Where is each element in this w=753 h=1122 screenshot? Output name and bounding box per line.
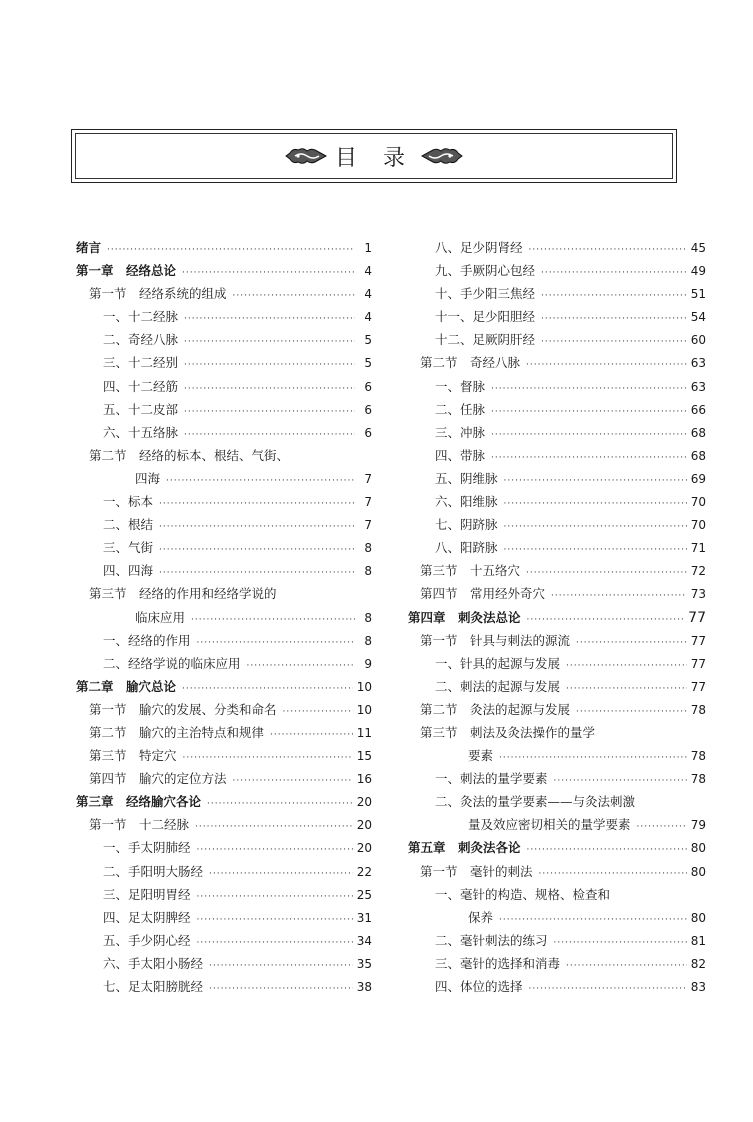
dot-leader [504,539,687,562]
dot-leader [184,378,355,401]
toc-entry [76,883,372,906]
dot-leader [504,493,687,516]
toc-entry [76,929,372,952]
toc-entry-page: 66 [690,402,706,417]
toc-entry-page: 5 [364,333,372,348]
dot-leader [159,516,355,539]
dot-leader [491,424,687,447]
toc-entry [76,351,372,374]
toc-entry-label: 四、十二经筋 [103,378,179,394]
toc-entry [408,744,706,767]
toc-entry [76,259,372,282]
toc-entry-label: 九、手厥阴心包经 [435,263,536,279]
dot-leader [526,562,687,585]
toc-entry-label: 六、手太阳小肠经 [103,955,204,971]
toc-entry-page: 78 [690,702,706,717]
dot-leader [207,793,353,816]
toc-entry-page: 68 [690,425,706,440]
toc-entry-label: 二、奇经八脉 [103,332,179,348]
toc-entry [76,836,372,859]
toc-entry [408,582,706,605]
toc-entry-label: 第一节 毫针的刺法 [420,863,533,879]
toc-entry-label: 第二节 奇经八脉 [420,355,521,371]
toc-entry-label: 一、刺法的量学要素 [435,771,548,787]
dot-leader [504,516,687,539]
toc-entry [76,467,372,490]
toc-entry-page: 68 [690,448,706,463]
toc-entry-label: 八、足少阴肾经 [435,240,523,255]
toc-entry [76,767,372,790]
dot-leader [529,978,687,1001]
toc-entry-page: 4 [364,264,372,279]
toc-entry-page: 15 [356,749,372,764]
toc-entry-label: 临床应用 [135,609,186,625]
toc-entry-page: 8 [364,564,372,579]
toc-entry [76,606,372,629]
toc-entry-label: 一、毫针的构造、规格、检查和 [435,886,611,902]
dot-leader [197,886,353,909]
toc-entry [408,513,706,536]
toc-entry-page: 63 [690,379,706,394]
dot-leader [197,839,353,862]
toc-entry [76,698,372,721]
toc-entry [408,444,706,467]
toc-entry-label: 一、经络的作用 [103,632,191,648]
toc-entry [76,721,372,744]
toc-entry-label: 三、毫针的选择和消毒 [435,955,561,971]
toc-entry-page: 54 [690,310,706,325]
toc-entry-label: 二、根结 [103,517,154,533]
dot-leader [166,470,355,493]
toc-entry-label: 一、十二经脉 [103,309,179,325]
toc-left-column [76,236,372,998]
toc-entry-label: 一、督脉 [435,378,486,394]
toc-entry-page: 7 [364,495,372,510]
toc-entry [408,698,706,721]
toc-entry-label: 十二、足厥阴肝经 [435,332,536,348]
toc-entry-page: 70 [690,518,706,533]
dot-leader [504,470,687,493]
toc-entry-page: 71 [690,541,706,556]
toc-entry-page: 4 [364,287,372,302]
toc-entry-page: 6 [364,402,372,417]
toc-entry [408,398,706,421]
toc-entry-page: 79 [690,818,706,833]
toc-entry-label: 二、手阳明大肠经 [103,863,204,879]
toc-entry [408,305,706,328]
toc-entry-page: 81 [690,933,706,948]
toc-entry-label: 三、冲脉 [435,424,486,440]
toc-entry-label: 二、任脉 [435,401,486,417]
toc-entry-label: 四、带脉 [435,447,486,463]
toc-entry-page: 20 [356,818,372,833]
toc-entry [76,398,372,421]
dot-leader [209,863,353,886]
dot-leader [491,401,687,424]
toc-entry [76,282,372,305]
dot-leader [637,816,687,839]
toc-entry [76,375,372,398]
dot-leader [541,285,687,308]
dot-leader [566,955,687,978]
toc-entry-page: 6 [364,425,372,440]
toc-entry-label: 二、刺法的起源与发展 [435,678,561,694]
toc-entry-page: 77 [690,633,706,648]
toc-entry [76,906,372,929]
toc-entry-page: 77 [690,656,706,671]
toc-entry [76,536,372,559]
toc-entry-page: 60 [690,333,706,348]
toc-entry-page: 63 [690,356,706,371]
toc-entry [408,236,706,259]
toc-entry-label: 第四章 刺灸法总论 [408,609,521,625]
toc-entry-page: 82 [690,956,706,971]
toc-entry-page: 7 [364,518,372,533]
toc-entry [408,790,706,813]
toc-entry-label: 第一节 十二经脉 [89,817,190,833]
toc-entry-page: 22 [356,864,372,879]
toc-entry-label: 一、手太阴肺经 [103,840,191,856]
toc-entry-label: 绪言 [76,240,102,255]
toc-entry [408,259,706,282]
dot-leader [191,609,355,632]
dot-leader [576,632,687,655]
cloud-ornament-left-icon [285,146,327,166]
toc-entry-label: 要素 [468,748,494,764]
toc-entry-label: 第四节 常用经外奇穴 [420,586,546,602]
dot-leader [283,701,353,724]
toc-entry-label: 第四节 腧穴的定位方法 [89,771,227,787]
dot-leader [184,308,355,331]
toc-entry [76,236,372,259]
toc-entry [408,629,706,652]
toc-entry [408,675,706,698]
cloud-ornament-right-icon [421,146,463,166]
dot-leader [491,378,687,401]
toc-entry-page: 45 [690,241,706,255]
toc-entry-page: 11 [356,725,372,740]
toc-entry-label: 第二节 腧穴的主治特点和规律 [89,724,265,740]
toc-entry-page: 38 [356,980,372,994]
toc-entry-label: 四海 [135,470,161,486]
toc-entry [408,490,706,513]
toc-entry [408,421,706,444]
toc-entry-label: 八、阳跻脉 [435,540,498,556]
toc-entry-label: 十、手少阳三焦经 [435,286,536,302]
toc-entry-label: 第二节 经络的标本、根结、气街、 [89,447,290,463]
toc-entry [76,490,372,513]
toc-entry-label: 四、体位的选择 [435,979,523,994]
toc-entry [76,513,372,536]
dot-leader [233,285,355,308]
toc-right-column [408,236,706,998]
toc-entry [76,652,372,675]
toc-entry-page: 70 [690,495,706,510]
toc-entry [408,883,706,906]
dot-leader [159,539,355,562]
toc-entry [76,629,372,652]
dot-leader [197,909,353,932]
toc-entry [76,790,372,813]
toc-entry-page: 78 [690,749,706,764]
toc-title-frame [71,129,677,183]
dot-leader [209,978,353,1001]
dot-leader [209,955,353,978]
toc-entry-page: 73 [690,587,706,602]
dot-leader [195,816,353,839]
toc-entry-page: 80 [690,841,706,856]
toc-entry [76,744,372,767]
toc-entry [408,929,706,952]
dot-leader [551,585,687,608]
toc-entry-label: 第一节 针具与刺法的源流 [420,632,571,648]
toc-entry-page: 20 [356,795,372,810]
toc-entry [408,813,706,836]
dot-leader [270,724,353,747]
toc-entry-label: 二、毫针刺法的练习 [435,932,548,948]
dot-leader [491,447,687,470]
dot-leader [541,262,687,285]
toc-entry-page: 35 [356,956,372,971]
toc-entry [76,975,372,998]
toc-entry-label: 第一节 经络系统的组成 [89,286,227,302]
toc-entry-page: 77 [688,609,706,626]
dot-leader [541,331,687,354]
toc-entry-page: 5 [364,356,372,371]
toc-entry-label: 第二节 灸法的起源与发展 [420,701,571,717]
toc-entry [76,582,372,605]
toc-entry-page: 16 [356,772,372,787]
toc-entry-label: 一、标本 [103,494,154,510]
dot-leader [554,932,687,955]
toc-entry-page: 4 [364,310,372,325]
toc-entry [76,860,372,883]
toc-entry-page: 7 [364,471,372,486]
toc-entry [76,305,372,328]
toc-entry [408,836,706,859]
toc-entry-page: 20 [356,841,372,856]
toc-entry-label: 五、阴维脉 [435,470,498,486]
toc-entry [408,351,706,374]
toc-entry-label: 十一、足少阳胆经 [435,309,536,325]
toc-entry-label: 六、十五络脉 [103,424,179,440]
dot-leader [541,308,687,331]
toc-entry [408,860,706,883]
toc-entry [76,675,372,698]
toc-entry-page: 34 [356,933,372,948]
toc-entry-page: 8 [364,541,372,556]
toc-entry-label: 二、灸法的量学要素——与灸法刺激 [435,794,636,810]
toc-entry-page: 9 [364,656,372,671]
dot-leader [197,932,353,955]
dot-leader [526,354,687,377]
toc-entry-label: 六、阳维脉 [435,494,498,510]
toc-entry-page: 77 [690,679,706,694]
toc-entry-page: 83 [690,980,706,994]
toc-entry-label: 第三节 十五络穴 [420,563,521,579]
toc-entry-page: 8 [364,633,372,648]
dot-leader [527,839,687,862]
dot-leader [233,770,353,793]
dot-leader [184,401,355,424]
toc-entry [408,906,706,929]
toc-entry-page: 80 [690,864,706,879]
toc-entry [76,813,372,836]
toc-entry-label: 第二章 腧穴总论 [76,678,177,694]
toc-entry [408,606,706,629]
toc-entry [408,282,706,305]
toc-entry-page: 78 [690,772,706,787]
toc-entry-label: 七、足太阳膀胱经 [103,979,204,994]
toc-entry [408,536,706,559]
toc-entry-label: 二、经络学说的临床应用 [103,655,241,671]
toc-entry [408,375,706,398]
toc-entry [408,952,706,975]
toc-entry [76,328,372,351]
toc-entry-page: 1 [364,241,372,255]
toc-entry [408,721,706,744]
page-title: 目录 [334,145,431,171]
toc-entry-label: 四、足太阴脾经 [103,909,191,925]
toc-entry-page: 10 [356,679,372,694]
toc-entry-label: 三、气街 [103,540,154,556]
toc-entry-label: 保养 [468,909,494,925]
toc-entry [408,767,706,790]
toc-entry-page: 69 [690,471,706,486]
toc-entry-label: 七、阴跻脉 [435,517,498,533]
toc-entry-label: 第三章 经络腧穴各论 [76,794,202,810]
dot-leader [159,493,355,516]
toc-entry [76,444,372,467]
dot-leader [247,655,355,678]
toc-entry [76,559,372,582]
toc-entry [408,652,706,675]
dot-leader [184,354,355,377]
toc-entry-page: 6 [364,379,372,394]
toc-entry-label: 第三节 经络的作用和经络学说的 [89,586,277,602]
dot-leader [529,239,687,262]
toc-entry-page: 72 [690,564,706,579]
toc-entry-label: 第三节 刺法及灸法操作的量学 [420,724,596,740]
toc-entry-page: 51 [690,287,706,302]
toc-entry-label: 一、针具的起源与发展 [435,655,561,671]
toc-entry [408,328,706,351]
toc-entry-label: 量及效应密切相关的量学要素 [468,817,631,833]
toc-entry-label: 第三节 特定穴 [89,748,177,764]
toc-entry-page: 10 [356,702,372,717]
toc-entry-page: 80 [690,910,706,925]
toc-entry-page: 31 [356,910,372,925]
dot-leader [184,331,355,354]
toc-entry [76,421,372,444]
toc-entry [408,559,706,582]
toc-entry [76,952,372,975]
toc-entry [408,975,706,998]
toc-entry-label: 三、十二经别 [103,355,179,371]
toc-entry-label: 第五章 刺灸法各论 [408,840,521,856]
toc-entry-label: 四、四海 [103,563,154,579]
toc-entry-label: 五、手少阴心经 [103,932,191,948]
dot-leader [566,655,687,678]
dot-leader [566,678,687,701]
toc-entry [408,467,706,490]
toc-entry-page: 8 [364,610,372,625]
toc-entry-label: 第一节 腧穴的发展、分类和命名 [89,701,277,717]
toc-entry-label: 第一章 经络总论 [76,263,177,279]
toc-entry-page: 25 [356,887,372,902]
toc-entry-page: 49 [690,264,706,279]
toc-entry-label: 三、足阳明胃经 [103,886,191,902]
toc-entry-label: 五、十二皮部 [103,401,179,417]
